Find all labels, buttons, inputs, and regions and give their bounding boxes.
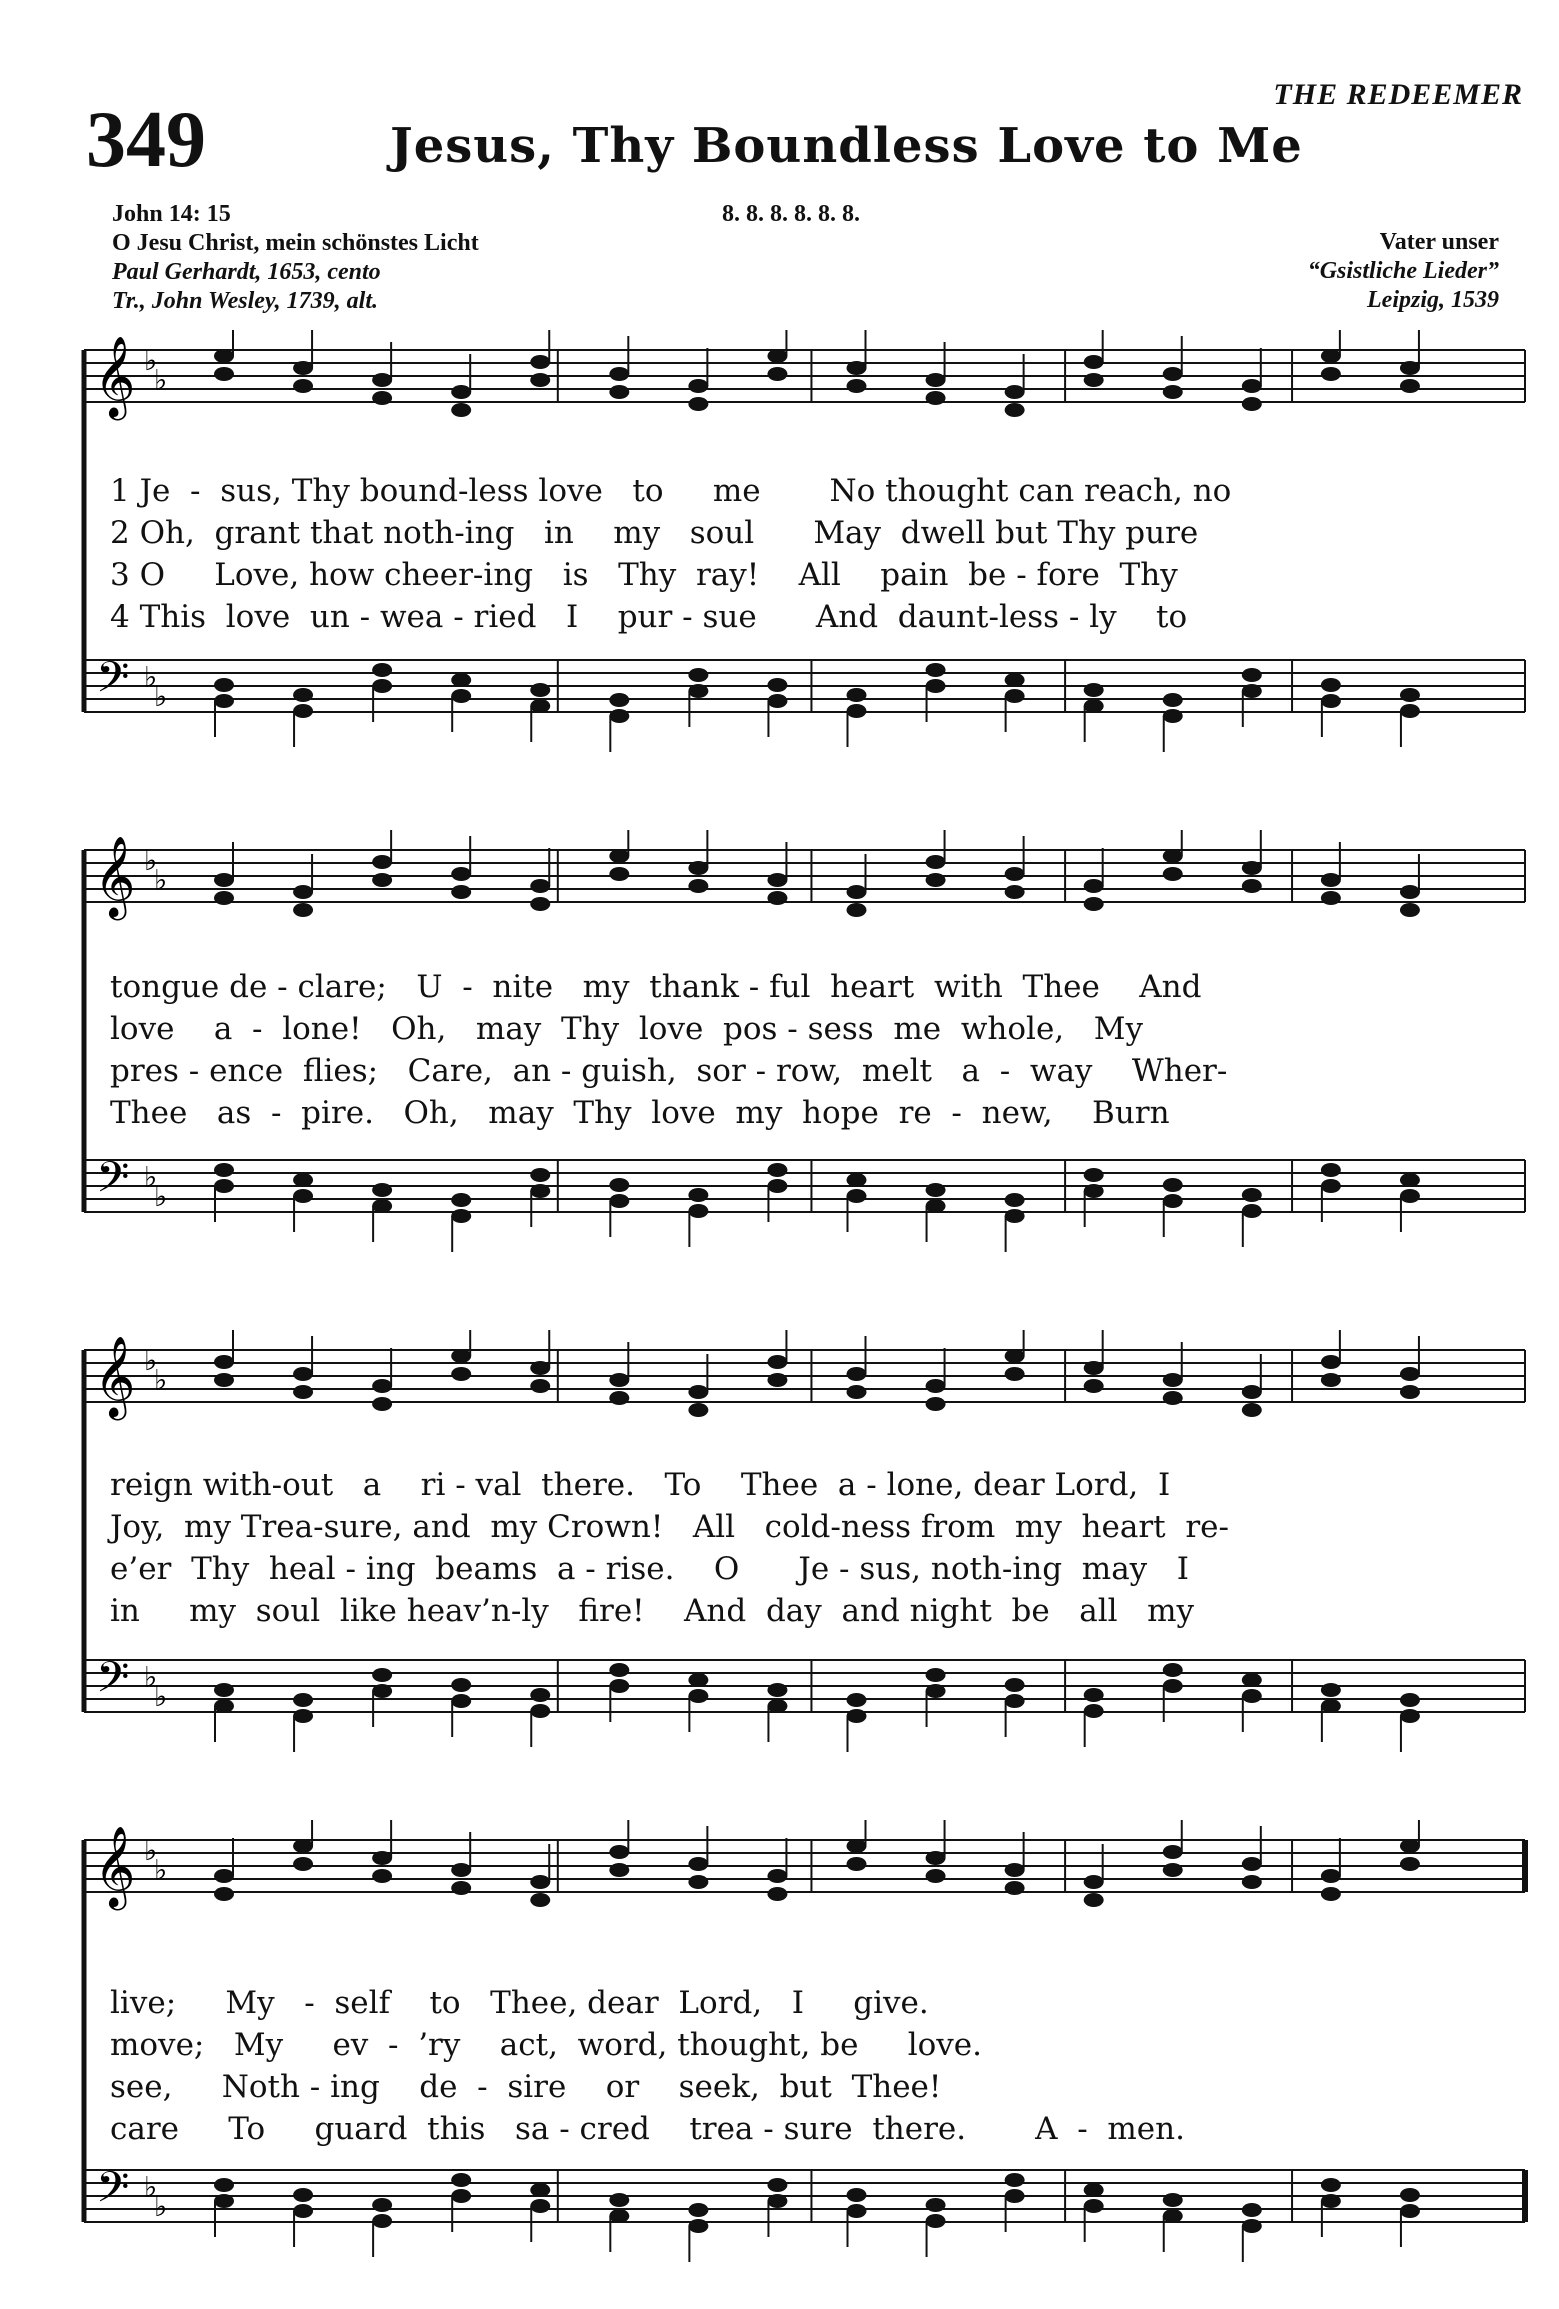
translator-credit: Tr., John Wesley, 1739, alt. (112, 288, 379, 314)
lyric-verse-4: Thee as - pire. Oh, may Thy love my hope re - new, Burn (110, 1095, 1170, 1131)
lyrics-system-2 (110, 966, 1490, 1134)
lyric-verse-1: reign with-out a ri - val there. To Thee a - lone, dear Lord, I (110, 1467, 1171, 1503)
svg-text:♭: ♭ (154, 1853, 168, 1887)
svg-text:♭: ♭ (154, 363, 168, 397)
lyric-verse-3: 3 O Love, how cheer-ing is Thy ray! All pain be - fore Thy (110, 557, 1178, 593)
svg-text:𝄢: 𝄢 (96, 1153, 130, 1213)
lyric-verse-3: see, Noth - ing de - sire or seek, but Thee! (110, 2069, 942, 2105)
lyric-verse-3: e’er Thy heal - ing beams a - rise. O Je - sus, noth-ing may I (110, 1551, 1190, 1587)
lyrics-system-3 (110, 1464, 1490, 1632)
lyric-verse-2: love a - lone! Oh, may Thy love pos - sess me whole, My (110, 1011, 1143, 1047)
svg-text:♭: ♭ (144, 344, 158, 377)
svg-text:♭: ♭ (144, 1160, 158, 1194)
lyrics-system-4 (110, 1982, 1490, 2150)
tune-name: Vater unser (1379, 229, 1499, 255)
svg-text:♭: ♭ (144, 2170, 158, 2204)
lyric-verse-4: care To guard this sa - cred trea - sure there. A - men. (110, 2111, 1185, 2147)
lyrics-system-1 (110, 470, 1490, 638)
svg-text:𝄢: 𝄢 (96, 2163, 130, 2223)
hymn-title: Jesus, Thy Boundless Love to Me (390, 118, 1303, 174)
author-credit: Paul Gerhardt, 1653, cento (112, 259, 381, 285)
original-title: O Jesu Christ, mein schönstes Licht (112, 230, 479, 256)
tune-place: Leipzig, 1539 (1367, 287, 1499, 313)
svg-text:♭: ♭ (154, 863, 168, 897)
svg-text:♭: ♭ (154, 1363, 168, 1397)
lyric-verse-4: 4 This love un - wea - ried I pur - sue And daunt-less - ly to (110, 599, 1188, 635)
lyric-verse-2: move; My ev - ’ry act, word, thought, be love. (110, 2027, 983, 2063)
meter: 8. 8. 8. 8. 8. 8. (722, 201, 860, 227)
svg-text:𝄞: 𝄞 (94, 1335, 136, 1417)
svg-text:♭: ♭ (154, 680, 168, 713)
lyric-verse-3: pres - ence flies; Care, an - guish, sor - row, melt a - way Wher- (110, 1053, 1228, 1089)
svg-text:𝄢: 𝄢 (96, 653, 130, 713)
hymn-number: 349 (86, 96, 206, 184)
lyric-verse-4: in my soul like heav’n-ly fire! And day and night be all my (110, 1593, 1195, 1629)
svg-text:♭: ♭ (144, 1660, 158, 1694)
svg-text:𝄞: 𝄞 (94, 835, 136, 917)
credits-left (112, 200, 479, 316)
svg-text:♭: ♭ (144, 660, 158, 694)
lyric-verse-1: tongue de - clare; U - nite my thank - ful heart with Thee And (110, 969, 1202, 1005)
svg-text:𝄞: 𝄞 (94, 335, 136, 417)
section-label: THE REDEEMER (1273, 78, 1523, 111)
lyric-verse-1: live; My - self to Thee, dear Lord, I give. (110, 1985, 929, 2021)
lyric-verse-2: 2 Oh, grant that noth-ing in my soul May dwell but Thy pure (110, 515, 1199, 551)
svg-text:♭: ♭ (154, 1680, 168, 1713)
svg-text:♭: ♭ (144, 1834, 158, 1867)
scripture-reference: John 14: 15 (112, 201, 231, 227)
svg-text:♭: ♭ (144, 844, 158, 877)
svg-text:𝄞: 𝄞 (94, 1825, 136, 1907)
svg-text:♭: ♭ (154, 2190, 168, 2223)
svg-text:♭: ♭ (154, 1180, 168, 1213)
svg-text:♭: ♭ (144, 1344, 158, 1377)
lyric-verse-2: Joy, my Trea-sure, and my Crown! All cold-ness from my heart re- (110, 1509, 1229, 1545)
credits-right (1308, 228, 1499, 315)
tune-source: “Gsistliche Lieder” (1307, 258, 1499, 284)
lyric-verse-1: 1 Je - sus, Thy bound-less love to me No thought can reach, no (110, 473, 1232, 509)
svg-text:𝄢: 𝄢 (96, 1653, 130, 1713)
